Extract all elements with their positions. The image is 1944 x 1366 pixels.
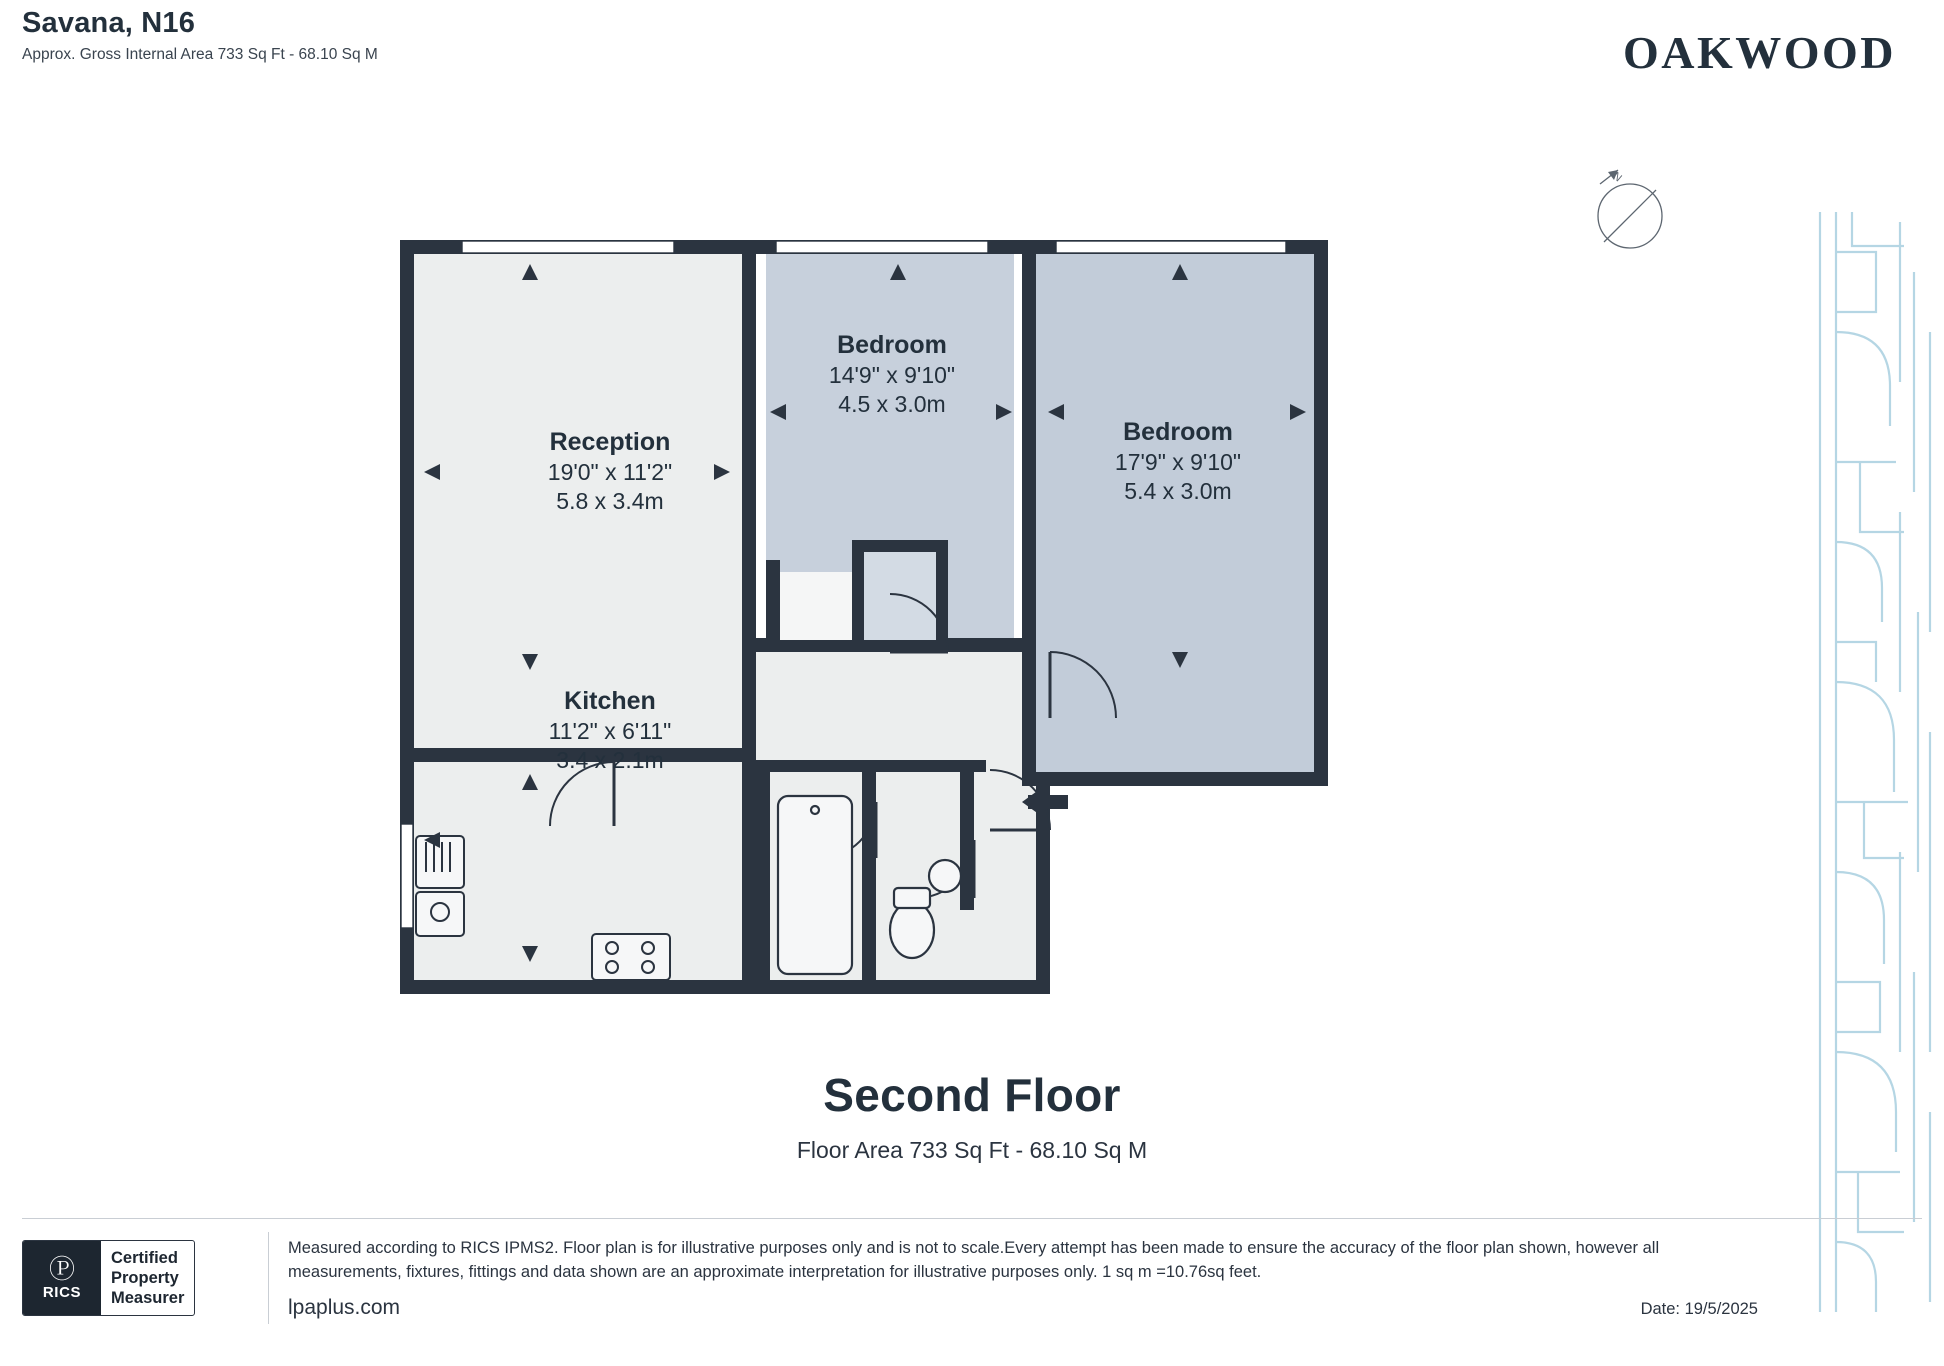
rics-line-2: Property bbox=[111, 1268, 179, 1287]
floorplan-drawing bbox=[400, 240, 1400, 1050]
room-label-reception: Reception 19'0" x 11'2" 5.8 x 3.4m bbox=[547, 428, 673, 515]
room-label-bedroom-1: Bedroom 14'9" x 9'10" 4.5 x 3.0m bbox=[828, 331, 956, 418]
svg-text:N: N bbox=[1610, 170, 1624, 185]
website-link[interactable]: lpaplus.com bbox=[288, 1296, 401, 1319]
footer-vertical-divider bbox=[268, 1232, 269, 1324]
date-text: Date: 19/5/2025 bbox=[1640, 1300, 1758, 1318]
rics-line-1: Certified bbox=[111, 1248, 178, 1267]
rics-badge-text bbox=[101, 1241, 194, 1315]
room-label-kitchen: Kitchen 11'2" x 6'11" 3.4 x 2.1m bbox=[548, 687, 672, 774]
floor-area-text: Floor Area 733 Sq Ft - 68.10 Sq M bbox=[796, 1137, 1148, 1163]
rics-line-3: Measurer bbox=[111, 1289, 185, 1308]
title-block bbox=[22, 8, 378, 64]
compass-icon bbox=[1578, 158, 1678, 254]
page-title: Savana, N16 bbox=[22, 7, 196, 39]
room-label-bedroom-2: Bedroom 17'9" x 9'10" 5.4 x 3.0m bbox=[1114, 418, 1242, 505]
rics-certified-badge bbox=[22, 1240, 195, 1316]
footer-divider bbox=[22, 1218, 1922, 1219]
page-subtitle: Approx. Gross Internal Area 733 Sq Ft - 68.10 Sq M bbox=[22, 45, 378, 63]
rics-emblem-icon: Ⓟ bbox=[48, 1253, 75, 1284]
disclaimer-text: Measured according to RICS IPMS2. Floor plan is for illustrative purposes only and is not to scale.Every attempt has been made to ensure the accuracy of the floor plan shown, however all measurements, fixtures, fittings and data shown are an approximate interpretation for illustrative purposes only. 1 sq m =10.76sq feet. bbox=[288, 1239, 1660, 1281]
rics-logo-text: RICS bbox=[42, 1283, 82, 1301]
rics-logo-icon bbox=[23, 1241, 101, 1315]
brand-logo: OAKWOOD bbox=[1622, 27, 1896, 78]
floor-label: Second Floor bbox=[823, 1069, 1121, 1121]
